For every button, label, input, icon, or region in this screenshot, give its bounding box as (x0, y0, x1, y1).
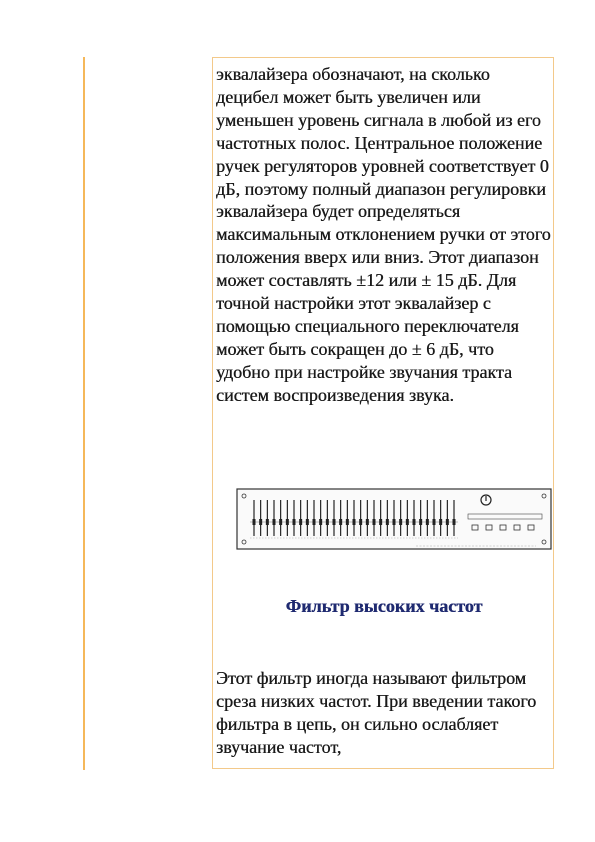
section-heading-highpass-filter: Фильтр высоких частот (285, 596, 483, 616)
eq-slider-knob (259, 519, 262, 525)
left-margin-rule (83, 57, 85, 770)
paragraph-equalizer-range: эквалайзера обозначают, на сколько децибел может быть увеличен или уменьшен уровень сигнала в любой из его частотных полос. Центральное положение ручек регуляторов уровней соответствует 0 дБ, поэтому полный диапазон регулировки эквалайзера будет определяться максимальным отклонением ручки от этого положения вверх или вниз. Этот диапазон может составлять ±12 или ± 15 дБ. Для точной настройки этот эквалайзер с помощью специального переключателя может быть сокращен до ± 6 дБ, что удобно при настройке звучания тракта систем воспроизведения звука. (216, 64, 551, 405)
graphic-equalizer-image (236, 486, 552, 552)
eq-slider-knob (426, 519, 429, 525)
paragraph-highpass-filter: Этот фильтр иногда называют фильтром среза низких частот. При введении такого фильтра в цепь, он сильно ослабляет звучание частот, (216, 668, 537, 757)
eq-slider-knob (359, 519, 362, 525)
eq-slider-knob (433, 519, 436, 525)
eq-slider-knob (419, 519, 422, 525)
eq-slider-knob (279, 519, 282, 525)
eq-slider-knob (399, 519, 402, 525)
eq-slider-knob (366, 519, 369, 525)
eq-slider-knob (299, 519, 302, 525)
eq-slider-knob (373, 519, 376, 525)
eq-slider-knob (413, 519, 416, 525)
eq-slider-knob (306, 519, 309, 525)
eq-slider-knob (266, 519, 269, 525)
eq-slider-knob (286, 519, 289, 525)
eq-slider-knob (453, 519, 456, 525)
eq-slider-knob (386, 519, 389, 525)
eq-slider-knob (326, 519, 329, 525)
eq-slider-knob (319, 519, 322, 525)
eq-slider-knob (439, 519, 442, 525)
eq-slider-knob (273, 519, 276, 525)
eq-slider-knob (313, 519, 316, 525)
eq-slider-knob (253, 519, 256, 525)
eq-slider-knob (293, 519, 296, 525)
eq-slider-knob (406, 519, 409, 525)
eq-slider-knob (333, 519, 336, 525)
eq-slider-knob (346, 519, 349, 525)
eq-slider-knob (446, 519, 449, 525)
eq-slider-knob (379, 519, 382, 525)
eq-slider-knob (353, 519, 356, 525)
eq-slider-knob (393, 519, 396, 525)
eq-slider-knob (339, 519, 342, 525)
